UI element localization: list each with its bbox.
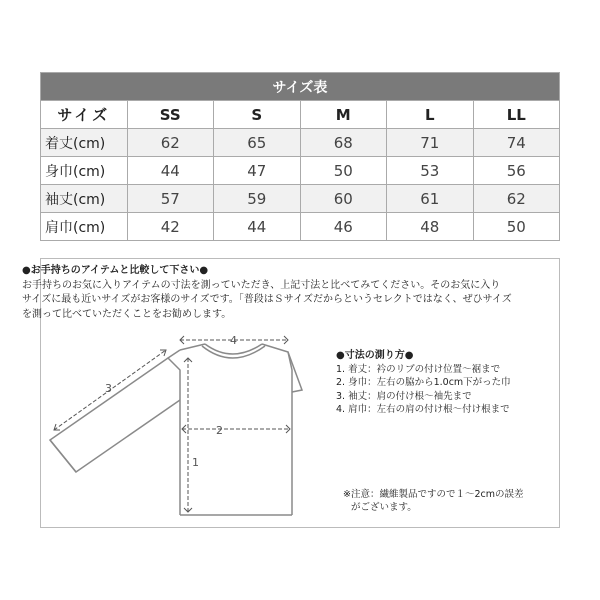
table-cell: 56 (473, 157, 560, 185)
table-cell: 68 (300, 129, 387, 157)
table-cell: 46 (300, 213, 387, 241)
measure-label-3: 3 (105, 382, 112, 395)
size-table-title: サイズ表 (41, 73, 560, 101)
table-cell: 44 (214, 213, 301, 241)
table-cell: 59 (214, 185, 301, 213)
row-label: 袖丈(cm) (41, 185, 128, 213)
size-header-m: M (300, 101, 387, 129)
table-cell: 44 (127, 157, 214, 185)
table-cell: 62 (127, 129, 214, 157)
intro-line: お手持ちのお気に入りアイテムの寸法を測っていただき、上記寸法と比べてみてください。そのお気に入り (22, 279, 501, 291)
size-header-ss: SS (127, 101, 214, 129)
row-label: 身巾(cm) (41, 157, 128, 185)
howto-title: ●寸法の測り方● (336, 350, 414, 361)
measure-label-2: 2 (216, 424, 223, 437)
row-label: 肩巾(cm) (41, 213, 128, 241)
note-line: ※注意：繊維製品ですので１〜2cmの誤差 (343, 489, 524, 500)
table-row (41, 213, 560, 241)
size-corner-label: サイズ (41, 101, 128, 129)
shirt-outline (50, 344, 302, 515)
size-header-row (41, 101, 560, 129)
table-cell: 47 (214, 157, 301, 185)
intro-line: サイズに最も近いサイズがお客様のサイズです。「普段はＳサイズだからというセレクトではなく、ぜひサイズ (22, 294, 512, 305)
table-cell: 42 (127, 213, 214, 241)
size-header-s: S (214, 101, 301, 129)
note-line: がございます。 (351, 502, 417, 513)
shirt-diagram (40, 330, 330, 522)
table-cell: 74 (473, 129, 560, 157)
table-cell: 62 (473, 185, 560, 213)
howto-item: 3. 袖丈：肩の付け根〜袖先まで (336, 390, 472, 402)
table-cell: 61 (387, 185, 474, 213)
table-cell: 53 (387, 157, 474, 185)
measurement-howto (336, 349, 556, 417)
intro-text (22, 264, 552, 322)
howto-item: 1. 着丈：衿のリブの付け位置〜裾まで (336, 363, 501, 375)
table-row (41, 185, 560, 213)
table-cell: 48 (387, 213, 474, 241)
measure-label-4: 4 (230, 334, 237, 347)
size-table (40, 72, 560, 241)
table-cell: 57 (127, 185, 214, 213)
table-cell: 50 (473, 213, 560, 241)
howto-item: 2. 身巾：左右の脇から1.0cm下がった巾 (336, 377, 511, 388)
tolerance-note (343, 488, 558, 514)
size-header-l: L (387, 101, 474, 129)
intro-heading: ●お手持ちのアイテムと比較して下さい● (22, 265, 209, 276)
table-cell: 50 (300, 157, 387, 185)
row-label: 着丈(cm) (41, 129, 128, 157)
table-cell: 71 (387, 129, 474, 157)
howto-item: 4. 肩巾：左右の肩の付け根〜付け根まで (336, 404, 510, 415)
intro-line: を測って比べていただくことをお勧めします。 (22, 308, 232, 320)
size-header-ll: LL (473, 101, 560, 129)
table-cell: 60 (300, 185, 387, 213)
measure-label-1: 1 (192, 456, 199, 469)
table-row (41, 157, 560, 185)
table-cell: 65 (214, 129, 301, 157)
table-row (41, 129, 560, 157)
